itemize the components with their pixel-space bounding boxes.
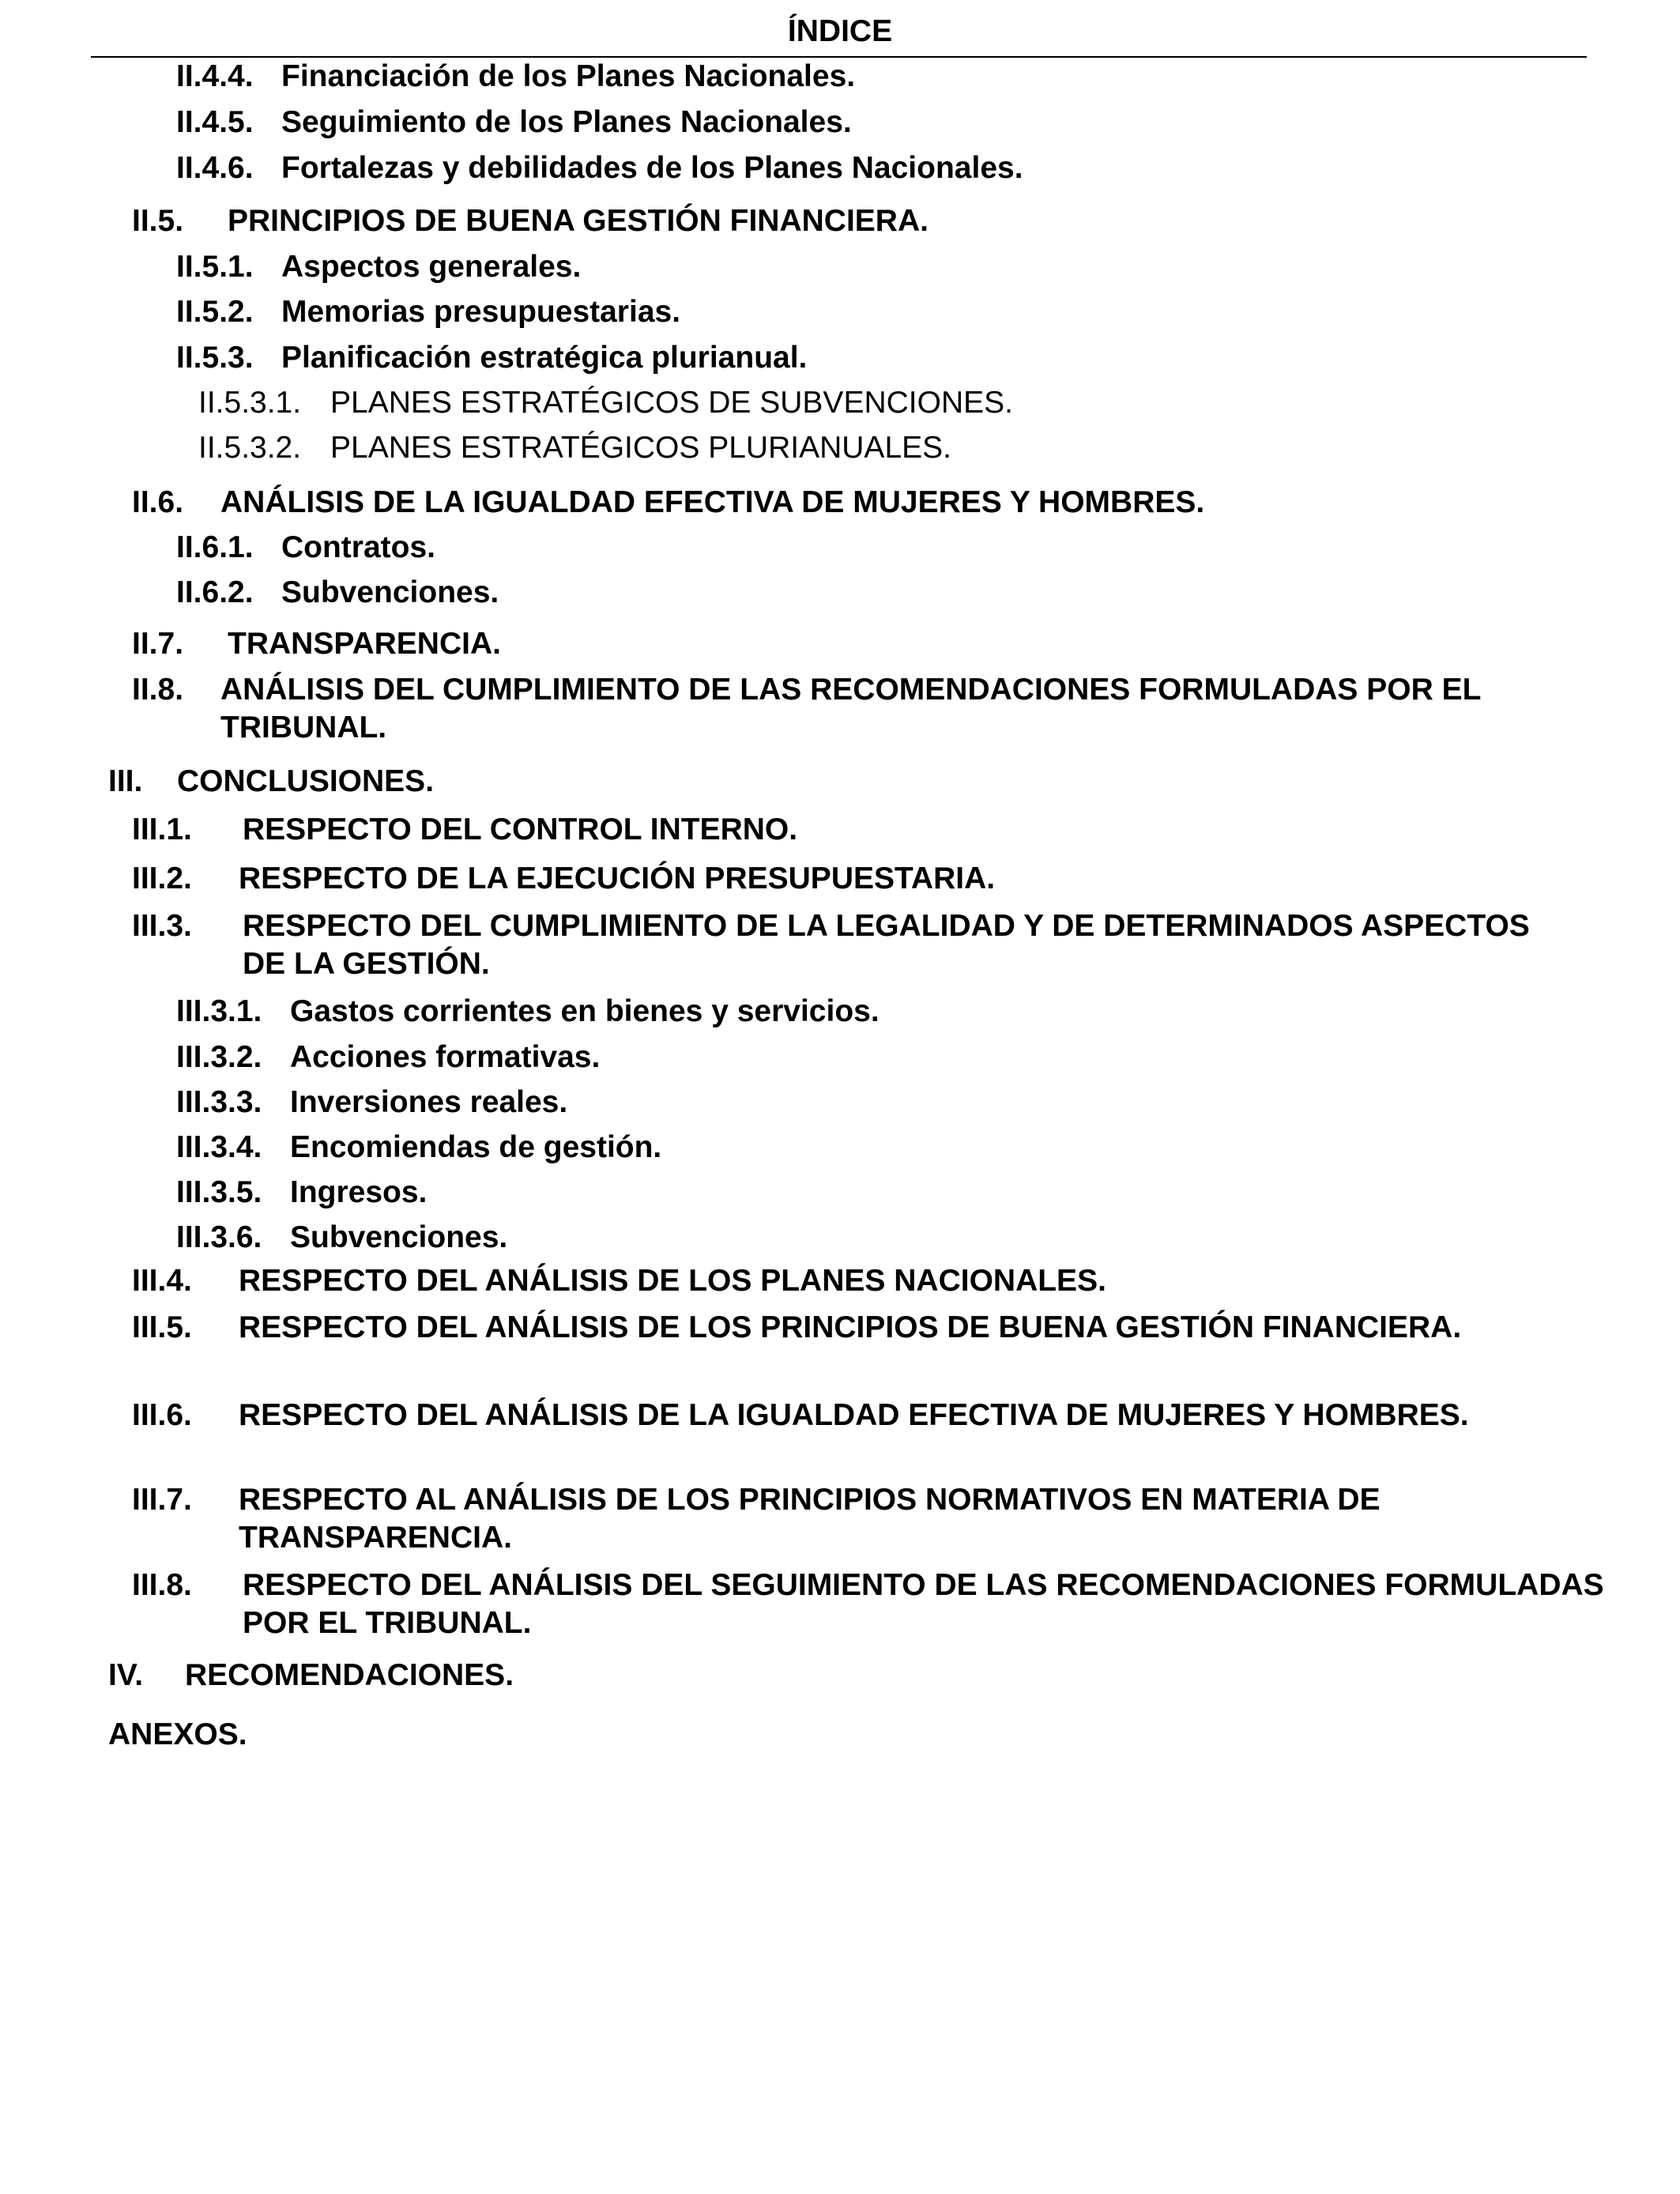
toc-entry-title: Acciones formativas. — [290, 1040, 601, 1074]
toc-entry-number: III.1. — [132, 812, 192, 846]
toc-entry-number: II.4.4. — [176, 59, 254, 93]
toc-entry-title: Subvenciones. — [281, 575, 499, 609]
toc-entry-number: II.5.3.1. — [198, 386, 302, 420]
page-title: ÍNDICE — [787, 14, 893, 48]
toc-entry-title: RESPECTO DEL ANÁLISIS DEL SEGUIMIENTO DE LAS RECOMENDACIONES FORMULADAS POR EL TRIBUNAL. — [243, 1568, 1604, 1640]
toc-entry-title: Memorias presupuestarias. — [281, 295, 681, 329]
toc-entry-number: II.6.1. — [176, 530, 254, 564]
toc-entry-number: II.5.3. — [176, 341, 254, 375]
toc-entry-number: II.5. — [132, 204, 184, 238]
toc-entry-number: II.5.3.2. — [198, 431, 302, 465]
toc-entry-title: ANÁLISIS DEL CUMPLIMIENTO DE LAS RECOMENDACIONES FORMULADAS POR EL TRIBUNAL. — [220, 673, 1481, 745]
toc-entry-title: RESPECTO DEL ANÁLISIS DE LA IGUALDAD EFECTIVA DE MUJERES Y HOMBRES. — [239, 1398, 1469, 1432]
toc-entry-title: Fortalezas y debilidades de los Planes Nacionales. — [281, 151, 1023, 185]
toc-entry-title: RESPECTO AL ANÁLISIS DE LOS PRINCIPIOS NORMATIVOS EN MATERIA DE TRANSPARENCIA. — [239, 1483, 1381, 1555]
toc-entry-number: II.4.6. — [176, 151, 254, 185]
toc-entry-title: Gastos corrientes en bienes y servicios. — [290, 994, 880, 1028]
toc-entry-number: II.8. — [132, 673, 184, 707]
toc-entry-number: II.7. — [132, 627, 184, 661]
toc-entry-number: III. — [108, 764, 143, 798]
toc-entry-number: III.7. — [132, 1483, 192, 1517]
toc-entry-title: Seguimiento de los Planes Nacionales. — [281, 105, 852, 139]
toc-entry-number: III.3. — [132, 909, 192, 943]
toc-entry-number: III.3.1. — [176, 994, 262, 1028]
toc-entry-number: III.6. — [132, 1398, 192, 1432]
toc-entry-title: Ingresos. — [290, 1175, 428, 1209]
toc-entry-title: Inversiones reales. — [290, 1085, 568, 1119]
toc-entry-title: PLANES ESTRATÉGICOS PLURIANUALES. — [330, 431, 951, 465]
toc-entry-title: RESPECTO DEL ANÁLISIS DE LOS PRINCIPIOS DE BUENA GESTIÓN FINANCIERA. — [239, 1310, 1462, 1344]
toc-entry-title: TRANSPARENCIA. — [228, 627, 501, 661]
toc-entry-number: III.3.5. — [176, 1175, 262, 1209]
toc-entry-number: II.4.5. — [176, 105, 254, 139]
toc-entry-number: III.2. — [132, 861, 192, 895]
toc-entry-title: PRINCIPIOS DE BUENA GESTIÓN FINANCIERA. — [228, 204, 929, 238]
toc-entry-title: Subvenciones. — [290, 1220, 508, 1254]
toc-entry-title: CONCLUSIONES. — [177, 764, 435, 798]
toc-entry-title: Contratos. — [281, 530, 435, 564]
toc-entry-title: Financiación de los Planes Nacionales. — [281, 59, 856, 93]
toc-entry-title: RECOMENDACIONES. — [185, 1658, 514, 1692]
toc-entry-title: RESPECTO DE LA EJECUCIÓN PRESUPUESTARIA. — [239, 861, 996, 895]
toc-entry-title: RESPECTO DEL CONTROL INTERNO. — [243, 812, 798, 846]
toc-entry-number: II.5.2. — [176, 295, 254, 329]
toc-entry-number: III.3.3. — [176, 1085, 262, 1119]
toc-entry-title: ANÁLISIS DE LA IGUALDAD EFECTIVA DE MUJERES Y HOMBRES. — [220, 485, 1205, 519]
toc-entry-title: Aspectos generales. — [281, 250, 582, 284]
toc-entry-number: III.4. — [132, 1264, 192, 1298]
toc-entry-title: RESPECTO DEL CUMPLIMIENTO DE LA LEGALIDAD Y DE DETERMINADOS ASPECTOS DE LA GESTIÓN. — [243, 909, 1530, 981]
toc-entry-number: II.6. — [132, 485, 184, 519]
toc-entry-number: III.3.2. — [176, 1040, 262, 1074]
toc-entry-number: II.6.2. — [176, 575, 254, 609]
toc-entry-title: PLANES ESTRATÉGICOS DE SUBVENCIONES. — [330, 386, 1013, 420]
toc-entry-title: RESPECTO DEL ANÁLISIS DE LOS PLANES NACIONALES. — [239, 1264, 1106, 1298]
toc-entry-number: III.3.4. — [176, 1130, 262, 1164]
toc-entry-number: II.5.1. — [176, 250, 254, 284]
toc-entry-title: ANEXOS. — [108, 1717, 247, 1751]
toc-entry-number: III.8. — [132, 1568, 192, 1602]
toc-entry-number: III.5. — [132, 1310, 192, 1344]
toc-entry-title: Planificación estratégica plurianual. — [281, 341, 808, 375]
toc-entry-number: IV. — [108, 1658, 144, 1692]
toc-entry-number: III.3.6. — [176, 1220, 262, 1254]
toc-entry-title: Encomiendas de gestión. — [290, 1130, 662, 1164]
